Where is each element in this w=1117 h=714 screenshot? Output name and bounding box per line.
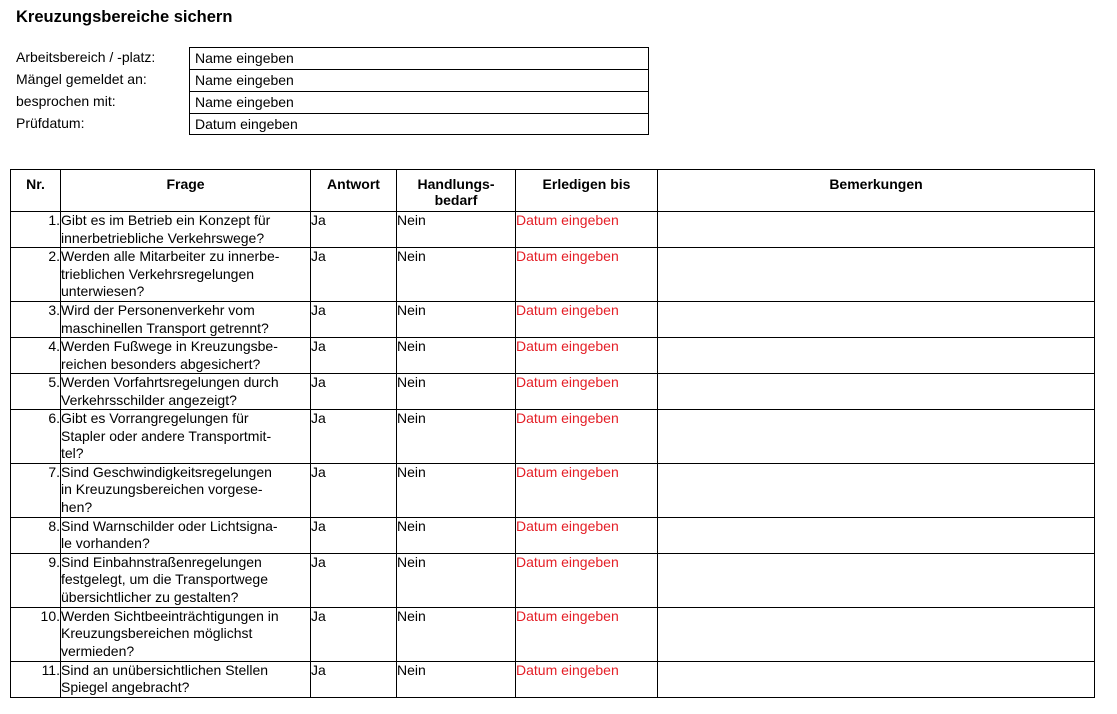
- erledigen-bis-date[interactable]: Datum eingeben: [516, 248, 658, 302]
- form-label: besprochen mit:: [16, 93, 116, 109]
- handlungsbedarf-nein[interactable]: Nein: [397, 212, 516, 248]
- question-line: Werden Vorfahrtsregelungen durch: [61, 374, 279, 390]
- question-cell: [61, 607, 311, 661]
- erledigen-bis-date[interactable]: Datum eingeben: [516, 553, 658, 607]
- erledigen-bis-date[interactable]: Datum eingeben: [516, 212, 658, 248]
- maengel-gemeldet-field[interactable]: Name eingeben: [189, 69, 649, 91]
- handlungsbedarf-nein[interactable]: Nein: [397, 248, 516, 302]
- erledigen-bis-date[interactable]: Datum eingeben: [516, 302, 658, 338]
- table-row: [11, 302, 1095, 338]
- answer-ja[interactable]: Ja: [311, 607, 397, 661]
- table-body: [11, 212, 1095, 698]
- answer-ja[interactable]: Ja: [311, 302, 397, 338]
- question-line: vermieden?: [61, 642, 135, 659]
- question-line: Sind Einbahnstraßenregelungen: [61, 553, 262, 570]
- remarks-cell[interactable]: [658, 661, 1095, 697]
- question-cell: [61, 248, 311, 302]
- remarks-cell[interactable]: [658, 553, 1095, 607]
- answer-ja[interactable]: Ja: [311, 212, 397, 248]
- table-row: [11, 553, 1095, 607]
- form-row-maengel: [16, 69, 649, 91]
- question-line: Werden Sichtbeeinträchtigungen in: [61, 607, 279, 624]
- table-row: [11, 338, 1095, 374]
- remarks-cell[interactable]: [658, 212, 1095, 248]
- question-line: Spiegel angebracht?: [61, 679, 190, 695]
- checklist-table: [10, 169, 1095, 698]
- question-cell: [61, 410, 311, 464]
- question-line: Kreuzungsbereichen möglichst: [61, 625, 253, 641]
- question-line: Verkehrsschilder angezeigt?: [61, 391, 237, 408]
- question-line: hen?: [61, 498, 93, 515]
- remarks-cell[interactable]: [658, 607, 1095, 661]
- question-cell: [61, 302, 311, 338]
- answer-ja[interactable]: Ja: [311, 553, 397, 607]
- row-number: 4.: [11, 338, 61, 374]
- handlungsbedarf-nein[interactable]: Nein: [397, 410, 516, 464]
- question-line: Sind an unübersichtlichen Stellen: [61, 661, 269, 678]
- question-line: Werden alle Mitarbeiter zu innerbe-: [61, 248, 280, 264]
- pruefdatum-field[interactable]: Datum eingeben: [189, 113, 649, 135]
- remarks-cell[interactable]: [658, 302, 1095, 338]
- answer-ja[interactable]: Ja: [311, 248, 397, 302]
- table-row: [11, 607, 1095, 661]
- arbeitsbereich-field[interactable]: Name eingeben: [189, 47, 649, 69]
- question-line: tel?: [61, 445, 84, 461]
- row-number: 10.: [11, 607, 61, 661]
- header-handlungsbedarf-line2: bedarf: [434, 192, 478, 208]
- question-line: maschinellen Transport getrennt?: [61, 319, 269, 336]
- question-line: Gibt es im Betrieb ein Konzept für: [61, 212, 271, 228]
- remarks-cell[interactable]: [658, 463, 1095, 517]
- header-erledigen-bis: Erledigen bis: [516, 170, 658, 212]
- table-row: [11, 374, 1095, 410]
- header-handlungsbedarf-line1: Handlungs-: [417, 176, 495, 192]
- remarks-cell[interactable]: [658, 338, 1095, 374]
- header-nr: Nr.: [11, 170, 61, 212]
- question-line: Gibt es Vorrangregelungen für: [61, 410, 249, 426]
- question-line: in Kreuzungsbereichen vorgese-: [61, 481, 263, 497]
- question-cell: [61, 661, 311, 697]
- table-header-row: [11, 170, 1095, 212]
- header-handlungsbedarf: [397, 170, 516, 212]
- answer-ja[interactable]: Ja: [311, 463, 397, 517]
- table-row: [11, 248, 1095, 302]
- row-number: 8.: [11, 517, 61, 553]
- question-cell: [61, 553, 311, 607]
- row-number: 5.: [11, 374, 61, 410]
- remarks-cell[interactable]: [658, 374, 1095, 410]
- handlungsbedarf-nein[interactable]: Nein: [397, 463, 516, 517]
- row-number: 11.: [11, 661, 61, 697]
- question-line: übersichtlicher zu gestalten?: [61, 588, 239, 605]
- form-label: Arbeitsbereich / -platz:: [16, 49, 156, 65]
- row-number: 2.: [11, 248, 61, 302]
- question-line: reichen besonders abgesichert?: [61, 355, 261, 372]
- row-number: 6.: [11, 410, 61, 464]
- question-line: Stapler oder andere Transportmit-: [61, 427, 272, 444]
- header-form: [16, 47, 649, 135]
- form-row-arbeitsbereich: [16, 47, 649, 69]
- question-cell: [61, 212, 311, 248]
- page-title: Kreuzungsbereiche sichern: [16, 8, 233, 26]
- form-row-besprochen: [16, 91, 649, 113]
- erledigen-bis-date[interactable]: Datum eingeben: [516, 463, 658, 517]
- handlungsbedarf-nein[interactable]: Nein: [397, 302, 516, 338]
- remarks-cell[interactable]: [658, 410, 1095, 464]
- form-label: Prüfdatum:: [16, 115, 85, 131]
- erledigen-bis-date[interactable]: Datum eingeben: [516, 338, 658, 374]
- row-number: 3.: [11, 302, 61, 338]
- question-line: unterwiesen?: [61, 283, 145, 299]
- table-row: [11, 517, 1095, 553]
- besprochen-mit-field[interactable]: Name eingeben: [189, 91, 649, 113]
- header-frage: Frage: [61, 170, 311, 212]
- question-cell: [61, 374, 311, 410]
- handlungsbedarf-nein[interactable]: Nein: [397, 374, 516, 410]
- remarks-cell[interactable]: [658, 517, 1095, 553]
- question-cell: [61, 463, 311, 517]
- table-row: [11, 463, 1095, 517]
- erledigen-bis-date[interactable]: Datum eingeben: [516, 374, 658, 410]
- question-line: innerbetriebliche Verkehrswege?: [61, 229, 265, 246]
- answer-ja[interactable]: Ja: [311, 338, 397, 374]
- row-number: 7.: [11, 463, 61, 517]
- form-row-pruefdatum: [16, 113, 649, 135]
- form-label: Mängel gemeldet an:: [16, 71, 147, 87]
- table-row: [11, 661, 1095, 697]
- row-number: 1.: [11, 212, 61, 248]
- erledigen-bis-date[interactable]: Datum eingeben: [516, 410, 658, 464]
- table-row: [11, 212, 1095, 248]
- table-row: [11, 410, 1095, 464]
- question-cell: [61, 517, 311, 553]
- answer-ja[interactable]: Ja: [311, 374, 397, 410]
- header-bemerkungen: Bemerkungen: [658, 170, 1095, 212]
- answer-ja[interactable]: Ja: [311, 410, 397, 464]
- question-line: Wird der Personenverkehr vom: [61, 302, 255, 318]
- erledigen-bis-date[interactable]: Datum eingeben: [516, 607, 658, 661]
- handlungsbedarf-nein[interactable]: Nein: [397, 553, 516, 607]
- erledigen-bis-date[interactable]: Datum eingeben: [516, 517, 658, 553]
- handlungsbedarf-nein[interactable]: Nein: [397, 338, 516, 374]
- question-line: festgelegt, um die Transportwege: [61, 571, 269, 587]
- question-cell: [61, 338, 311, 374]
- header-antwort: Antwort: [311, 170, 397, 212]
- erledigen-bis-date[interactable]: Datum eingeben: [516, 661, 658, 697]
- handlungsbedarf-nein[interactable]: Nein: [397, 607, 516, 661]
- question-line: trieblichen Verkehrsregelungen: [61, 265, 255, 282]
- question-line: le vorhanden?: [61, 535, 150, 551]
- handlungsbedarf-nein[interactable]: Nein: [397, 517, 516, 553]
- remarks-cell[interactable]: [658, 248, 1095, 302]
- handlungsbedarf-nein[interactable]: Nein: [397, 661, 516, 697]
- question-line: Sind Geschwindigkeitsregelungen: [61, 463, 272, 480]
- question-line: Sind Warnschilder oder Lichtsigna-: [61, 517, 278, 534]
- row-number: 9.: [11, 553, 61, 607]
- answer-ja[interactable]: Ja: [311, 661, 397, 697]
- question-line: Werden Fußwege in Kreuzungsbe-: [61, 338, 278, 354]
- answer-ja[interactable]: Ja: [311, 517, 397, 553]
